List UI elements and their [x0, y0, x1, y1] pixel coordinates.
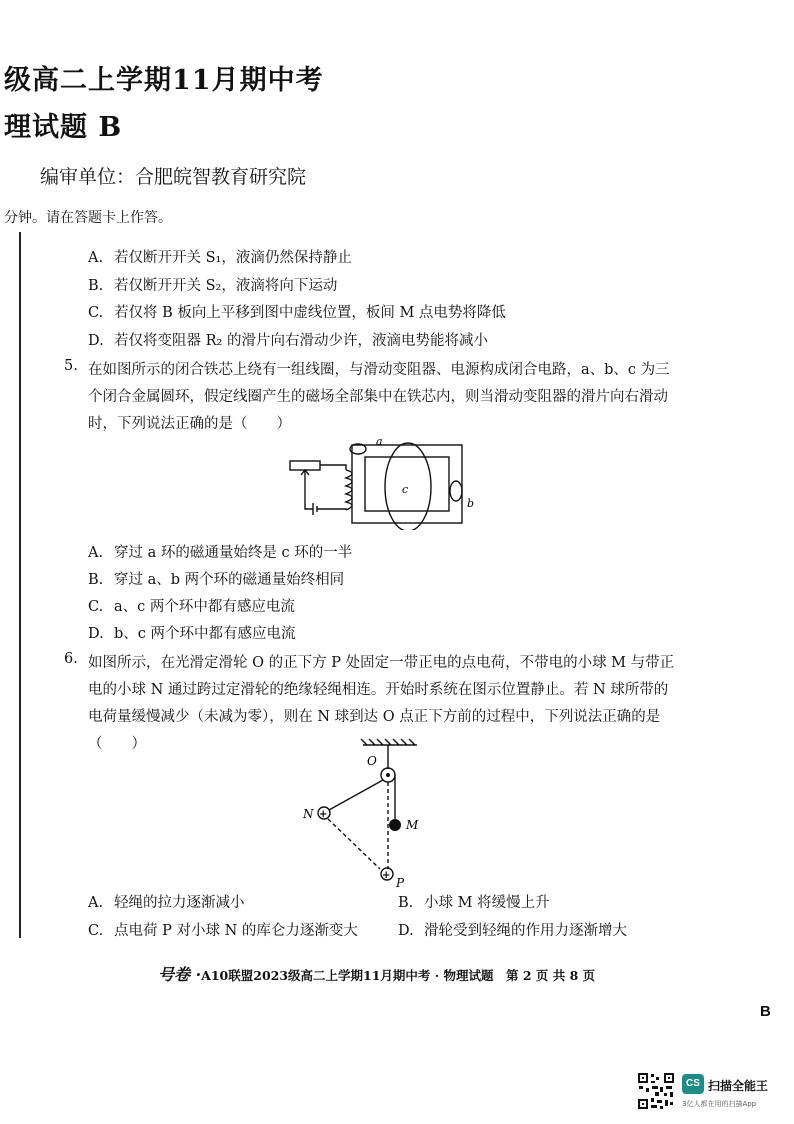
option-label: B. — [88, 572, 104, 588]
q5-option-a — [88, 541, 352, 562]
q6-stem-line4: （ ） — [88, 736, 146, 752]
ring-a-label: a — [376, 435, 383, 448]
footer-text: A10联盟2023级高二上学期11月期中考 · 物理试题 第 2 页 共 8 页 — [201, 968, 596, 983]
option-label: B. — [398, 895, 414, 911]
n-charge-sign: + — [319, 809, 328, 820]
option-text: 轻绳的拉力逐渐减小 — [114, 895, 245, 911]
option-label: A. — [88, 250, 104, 266]
q6-option-c — [88, 919, 358, 940]
q5-circuit-figure — [280, 435, 480, 530]
option-label: C. — [88, 599, 104, 615]
q6-number: 6. — [64, 651, 78, 667]
option-text: 点电荷 P 对小球 N 的库仑力逐渐变大 — [114, 923, 358, 939]
option-text: 小球 M 将缓慢上升 — [424, 895, 550, 911]
label-o: O — [367, 754, 377, 768]
q5-stem-line3: 时，下列说法正确的是（ ） — [88, 416, 291, 432]
q6-option-d — [398, 919, 627, 940]
q5-stem-line1: 在如图所示的闭合铁芯上绕有一组线圈，与滑动变阻器、电源构成闭合电路，a、b、c 为三 — [88, 362, 670, 378]
q5-option-d — [88, 622, 296, 643]
q5-stem-line2: 个闭合金属圆环，假定线圈产生的磁场全部集中在铁芯内，则当滑动变阻器的滑片向右滑动 — [88, 389, 668, 405]
option-label: D. — [88, 626, 104, 642]
q6-pulley-figure — [295, 735, 435, 890]
qr-code-icon — [637, 1072, 675, 1110]
option-label: C. — [88, 305, 104, 321]
option-label: D. — [88, 333, 104, 349]
q6-stem-line1: 如图所示，在光滑定滑轮 O 的正下方 P 处固定一带正电的点电荷，不带电的小球 M 与带正 — [88, 655, 675, 671]
option-text: 穿过 a 环的磁通量始终是 c 环的一半 — [114, 545, 353, 561]
option-label: A. — [88, 545, 104, 561]
option-text: 若仅将 B 板向上平移到图中虚线位置，板间 M 点电势将降低 — [114, 305, 506, 321]
exam-title-line2: 理试题 B — [4, 112, 123, 143]
label-p: P — [396, 876, 405, 890]
option-text: 若仅断开开关 S₁，液滴仍然保持静止 — [114, 250, 352, 266]
option-text: a、c 两个环中都有感应电流 — [114, 599, 295, 615]
q4-option-a — [88, 246, 352, 267]
q5-option-c — [88, 595, 295, 616]
q6-stem-line3: 电荷量缓慢减少（未减为零），则在 N 球到达 O 点正下方前的过程中，下列说法正确的是 — [88, 709, 661, 725]
q6-stem-line2: 电的小球 N 通过跨过定滑轮的绝缘轻绳相连。开始时系统在图示位置静止。若 N 球所带的 — [88, 682, 669, 698]
scanner-app-name: 扫描全能王 — [708, 1079, 769, 1093]
ring-b-label: b — [467, 497, 475, 510]
option-text: 若仅将变阻器 R₂ 的滑片向右滑动少许，液滴电势能将减小 — [114, 333, 488, 349]
camscanner-logo-icon: CS — [682, 1074, 704, 1094]
editor-unit: 编审单位：合肥皖智教育研究院 — [40, 166, 307, 188]
q5-option-b — [88, 568, 344, 589]
option-text: 滑轮受到轻绳的作用力逐渐增大 — [424, 923, 627, 939]
option-label: D. — [398, 923, 414, 939]
q4-option-c — [88, 301, 506, 322]
page-footer — [158, 962, 595, 985]
option-text: 若仅断开开关 S₂，液滴将向下运动 — [114, 278, 338, 294]
option-label: B. — [88, 278, 104, 294]
option-text: b、c 两个环中都有感应电流 — [114, 626, 296, 642]
corner-mark: B — [760, 1003, 771, 1020]
option-label: A. — [88, 895, 104, 911]
label-n: N — [303, 807, 314, 821]
ring-c-label: c — [402, 483, 409, 496]
q6-option-b — [398, 891, 550, 912]
margin-line — [19, 232, 21, 938]
q6-option-a — [88, 891, 245, 912]
option-label: C. — [88, 923, 104, 939]
q5-number: 5. — [64, 358, 78, 374]
scanner-tagline: 3亿人都在用的扫描App — [682, 1100, 757, 1108]
option-text: 穿过 a、b 两个环的磁通量始终相同 — [114, 572, 345, 588]
exam-title-line1: 级高二上学期11月期中考 — [4, 65, 324, 96]
p-charge-sign: + — [382, 870, 391, 881]
q4-option-d — [88, 329, 488, 350]
q4-option-b — [88, 274, 337, 295]
label-m: M — [406, 818, 419, 832]
exam-instruction: 分钟。请在答题卡上作答。 — [4, 210, 172, 226]
brand-glyph: 号卷 · — [158, 965, 202, 984]
